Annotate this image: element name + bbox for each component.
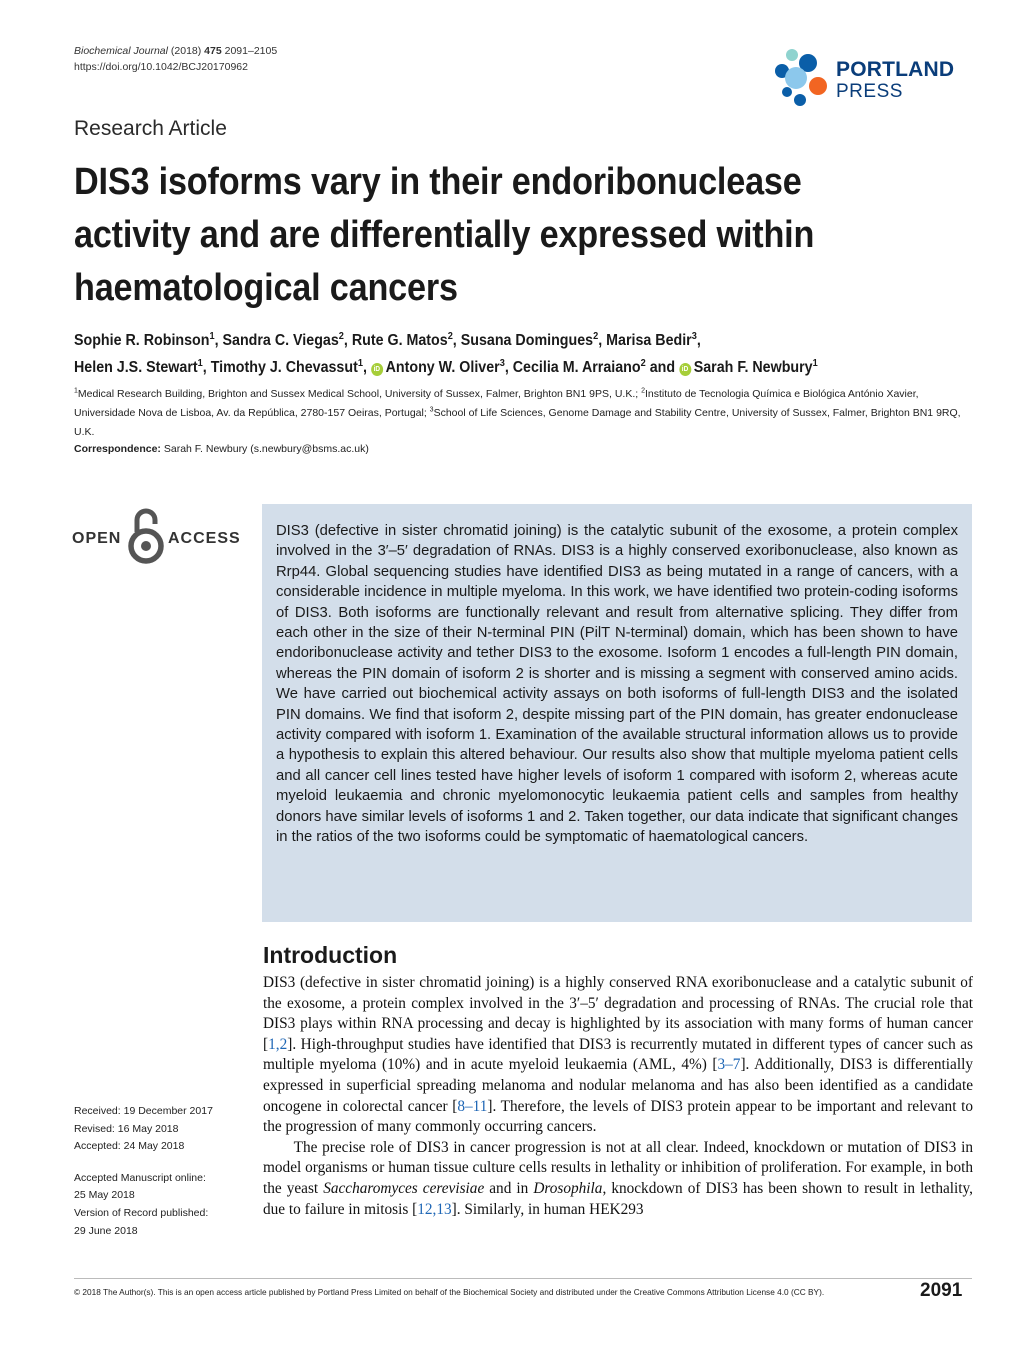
author-name: Timothy J. Chevassut xyxy=(210,359,358,376)
intro-text: ]. Additionally, DIS3 is differentially expressed in superficial spreading melanoma and nodular melanoma and has also been identified as a candidate oncogene in colorectal cancer [ xyxy=(263,1056,973,1115)
affiliation-sup: 3 xyxy=(429,406,434,414)
journal-pages: 2091–2105 xyxy=(224,45,278,57)
correspondence-label: Correspondence: xyxy=(74,443,161,455)
author-name: Sophie R. Robinson xyxy=(74,332,210,349)
page-number: 2091 xyxy=(920,1280,963,1301)
author-affiliation-sup: 1 xyxy=(357,357,363,369)
author-name: Rute G. Matos xyxy=(351,332,448,349)
citation-link[interactable]: 1,2 xyxy=(268,1035,288,1053)
intro-text: The precise role of DIS3 in cancer progression is not at all clear. Indeed, knockdown or mutation of DIS3 in model organisms or human tissue culture cells results in lethality or inhibition of proliferation. For example, in both the yeast xyxy=(263,1138,973,1197)
accepted-manuscript-date: 25 May 2018 xyxy=(74,1189,135,1202)
open-access-left: OPEN xyxy=(72,530,122,547)
orcid-icon[interactable]: iD xyxy=(371,363,383,376)
orcid-icon[interactable]: iD xyxy=(679,363,691,376)
citation-link[interactable]: 8–11 xyxy=(457,1097,488,1115)
intro-text: ]. High-throughput studies have identified that DIS3 is recurrently mutated in different types of cancer such as multiple myeloma (10%) and in acute myeloid leukaemia (AML, 4%) [ xyxy=(263,1035,973,1074)
affiliation-text: Instituto de Tecnologia Química e Biológica António Xavier, Universidade Nova de Lisboa, Av. da República, 2780-157 Oeiras, Portugal; xyxy=(74,388,919,419)
author-affiliation-sup: 2 xyxy=(593,330,599,342)
author-name: Marisa Bedir xyxy=(606,332,692,349)
intro-text: ]. Therefore, the levels of DIS3 protein appear to be important and relevant to the progression of many commonly occurring cancers. xyxy=(263,1097,973,1136)
author-affiliation-sup: 3 xyxy=(691,330,697,342)
intro-text: and in xyxy=(484,1179,534,1197)
author-affiliation-sup: 1 xyxy=(812,357,818,369)
author-name: Susana Domingues xyxy=(460,332,594,349)
author-affiliation-sup: 2 xyxy=(447,330,453,342)
author-list: Sophie R. Robinson$^1$, Sandra C. Viegas$^2$, Rute G. Matos$^2$, Susana Domingues$^2$, Marisa Bedir$^3$, Helen J.S. Stewart$^1$, Timothy J. Chevassut$^1$, iD Antony W. Oliver$^3$, Cecilia M. Arraiano$^2$ and iD Sarah F. Newbury$^1$ xyxy=(74,330,818,376)
logo-dots-icon xyxy=(770,48,834,110)
journal-year: (2018) xyxy=(170,45,202,57)
intro-paragraph-1 xyxy=(263,973,973,1138)
publication-dates xyxy=(74,1103,213,1240)
journal-citation xyxy=(74,43,277,75)
citation-link[interactable]: 12,13 xyxy=(417,1200,452,1218)
author-name: Antony W. Oliver xyxy=(385,359,500,376)
logo-line2: PRESS xyxy=(836,81,903,102)
affiliation-text: Medical Research Building, Brighton and Sussex Medical School, University of Sussex, Falmer, Brighton BN1 9PS, U.K.; xyxy=(77,388,642,400)
affiliation-text: School of Life Sciences, Genome Damage and Stability Centre, University of Sussex, Falmer, Brighton BN1 9RQ, U.K. xyxy=(74,407,961,438)
author-name: Cecilia M. Arraiano xyxy=(512,359,641,376)
author-name: Helen J.S. Stewart xyxy=(74,359,198,376)
affiliation-sup: 2 xyxy=(641,387,645,395)
author-name: Sarah F. Newbury xyxy=(693,359,813,376)
version-of-record-label: Version of Record published: xyxy=(74,1206,209,1219)
author-affiliation-sup: 1 xyxy=(197,357,203,369)
footer-divider xyxy=(74,1278,972,1279)
accepted-manuscript-label: Accepted Manuscript online: xyxy=(74,1171,206,1184)
article-title: DIS3 isoforms vary in their endoribonuclease activity and are differentially expressed within haematological cancers xyxy=(74,161,815,309)
intro-text: , knockdown of DIS3 has been shown to result in lethality, due to failure in mitosis [ xyxy=(263,1179,973,1218)
version-of-record-date: 29 June 2018 xyxy=(74,1224,138,1237)
citation-link[interactable]: 3–7 xyxy=(717,1056,741,1074)
species-name: Saccharomyces cerevisiae xyxy=(323,1179,485,1197)
correspondence-text[interactable]: Sarah F. Newbury (s.newbury@bsms.ac.uk) xyxy=(163,443,369,455)
abstract-text: DIS3 (defective in sister chromatid joining) is the catalytic subunit of the exosome, a protein complex involved in the 3′–5′ degradation of RNAs. DIS3 is a highly conserved exoribonuclease, also known as Rrp44. Global sequencing studies have identified DIS3 as being mutated in a range of cancers, with a considerable incidence in multiple myeloma. In this work, we have identified two protein-coding isoforms of DIS3. Both isoforms are functionally relevant and result from alternative splicing. They differ from each other in the size of their N-terminal PIN (PilT N-terminal) domain, which has been shown to have endoribonuclease activity and tether DIS3 to the exosome. Isoform 1 encodes a full-length PIN domain, whereas the PIN domain of isoform 2 is shorter and is missing a segment with conserved amino acids. We have carried out biochemical activity assays on both isoforms of full-length DIS3 and the isolated PIN domains. We find that isoform 2, despite missing part of the PIN domain, has greater endonuclease activity compared with isoform 1. Examination of the available structural information allows us to provide a hypothesis to explain this altered behaviour. Our results also show that multiple myeloma patient cells and all cancer cell lines tested have higher levels of isoform 1 compared with isoform 2, whereas acute myeloid leukaemia and chronic myelomonocytic leukaemia patient cells and samples from healthy donors have similar levels of isoforms 1 and 2. Taken together, our data indicate that significant changes in the ratios of the two isoforms could be symptomatic of haematological cancers. xyxy=(276,523,958,846)
journal-volume: 475 xyxy=(204,45,222,57)
logo-line1: PORTLAND xyxy=(836,58,955,81)
received-date: Received: 19 December 2017 xyxy=(74,1105,213,1117)
abstract-box xyxy=(262,504,972,922)
author-affiliation-sup: 2 xyxy=(640,357,646,369)
intro-text: ]. Similarly, in human HEK293 xyxy=(451,1200,644,1218)
author-affiliation-sup: 3 xyxy=(499,357,505,369)
accepted-date: Accepted: 24 May 2018 xyxy=(74,1140,185,1153)
intro-paragraph-2 xyxy=(263,1138,973,1220)
doi-link[interactable]: https://doi.org/10.1042/BCJ20170962 xyxy=(74,61,248,73)
journal-name: Biochemical Journal xyxy=(74,45,168,57)
author-affiliation-sup: 1 xyxy=(209,330,215,342)
revised-date: Revised: 16 May 2018 xyxy=(74,1122,179,1135)
copyright-footer: © 2018 The Author(s). This is an open access article published by Portland Press Limited on behalf of the Biochemical Society and distributed under the Creative Commons Attribution License 4.0 (CC BY). xyxy=(74,1287,825,1297)
author-affiliation-sup: 2 xyxy=(338,330,344,342)
species-name: Drosophila xyxy=(533,1179,603,1197)
open-access-badge xyxy=(72,504,242,570)
affiliation-sup: 1 xyxy=(74,387,78,395)
correspondence xyxy=(74,443,369,455)
article-type: Research Article xyxy=(74,117,227,140)
open-access-lock-icon xyxy=(128,506,164,566)
introduction-body xyxy=(263,973,973,1220)
intro-text: DIS3 (defective in sister chromatid joining) is a highly conserved RNA exoribonuclease and a catalytic subunit of the exosome, a protein complex involved in the 3′–5′ degradation and processing of RNAs. The crucial role that DIS3 plays within RNA processing and decay is highlighted by its association with many forms of human cancer [ xyxy=(263,974,973,1053)
author-name: Sandra C. Viegas xyxy=(222,332,339,349)
open-access-right: ACCESS xyxy=(168,530,241,547)
affiliations xyxy=(74,385,974,442)
portland-press-logo xyxy=(770,48,980,108)
introduction-heading: Introduction xyxy=(263,942,398,968)
